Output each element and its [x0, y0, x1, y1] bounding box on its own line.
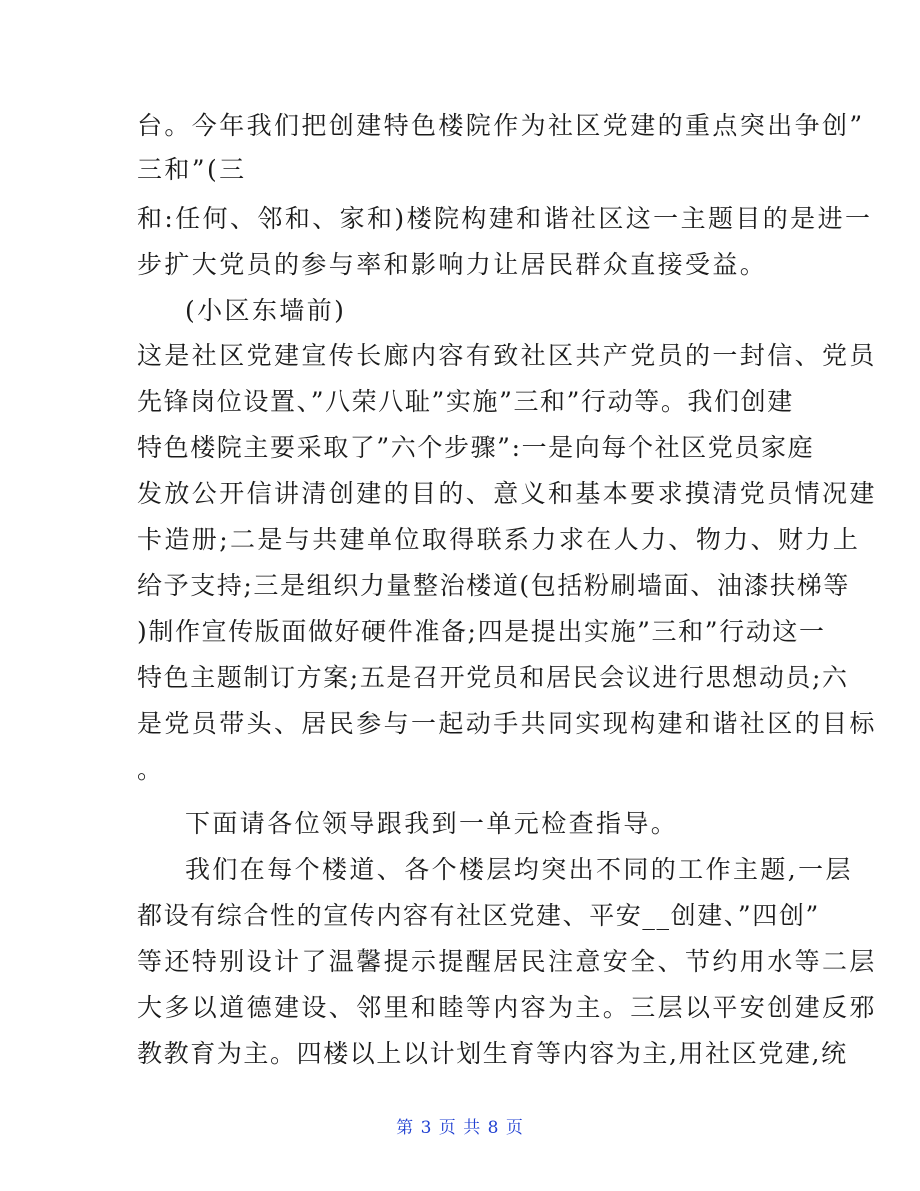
- text-line: 卡造册;二是与共建单位取得联系力求在人力、物力、财力上: [137, 525, 861, 554]
- text-line: 先锋岗位设置、”八荣八耻”实施”三和”行动等。我们创建: [137, 387, 794, 416]
- text-line: 我们在每个楼道、各个楼层均突出不同的工作主题,一层: [185, 855, 853, 884]
- text-line: 和:任何、邻和、家和)楼院构建和谐社区这一主题目的是进一: [137, 204, 873, 233]
- text-line: 大多以道德建设、邻里和睦等内容为主。三层以平安创建反邪: [137, 993, 877, 1022]
- text-line: )制作宣传版面做好硬件准备;四是提出实施”三和”行动这一: [137, 617, 826, 646]
- text-line: 教教育为主。四楼以上以计划生育等内容为主,用社区党建,统: [137, 1039, 848, 1068]
- text-line: 给予支持;三是组织力量整治楼道(包括粉刷墙面、油漆扶梯等: [137, 571, 850, 600]
- text-line: (小区东墙前): [185, 296, 347, 325]
- text-line: 特色主题制订方案;五是召开党员和居民会议进行思想动员;六: [137, 663, 849, 692]
- text-line: 这是社区党建宣传长廊内容有致社区共产党员的一封信、党员: [137, 341, 877, 370]
- text-line: 步扩大党员的参与率和影响力让居民群众直接受益。: [137, 250, 768, 279]
- page-number-footer: 第 3 页 共 8 页: [396, 1118, 524, 1138]
- text-line: 是党员带头、居民参与一起动手共同实现构建和谐社区的目标: [137, 709, 877, 738]
- text-line: 都设有综合性的宣传内容有社区党建、平安__创建、”四创”: [137, 901, 820, 930]
- text-line: 发放公开信讲清创建的目的、意义和基本要求摸清党员情况建: [137, 479, 877, 508]
- text-line: 。: [137, 755, 165, 784]
- text-line: 下面请各位领导跟我到一单元检查指导。: [185, 809, 679, 838]
- text-line: 等还特别设计了温馨提示提醒居民注意安全、节约用水等二层: [137, 947, 877, 976]
- text-line: 台。今年我们把创建特色楼院作为社区党建的重点突出争创”: [137, 111, 865, 140]
- text-line: 三和”(三: [137, 155, 247, 184]
- text-line: 特色楼院主要采取了”六个步骤”:一是向每个社区党员家庭: [137, 433, 815, 462]
